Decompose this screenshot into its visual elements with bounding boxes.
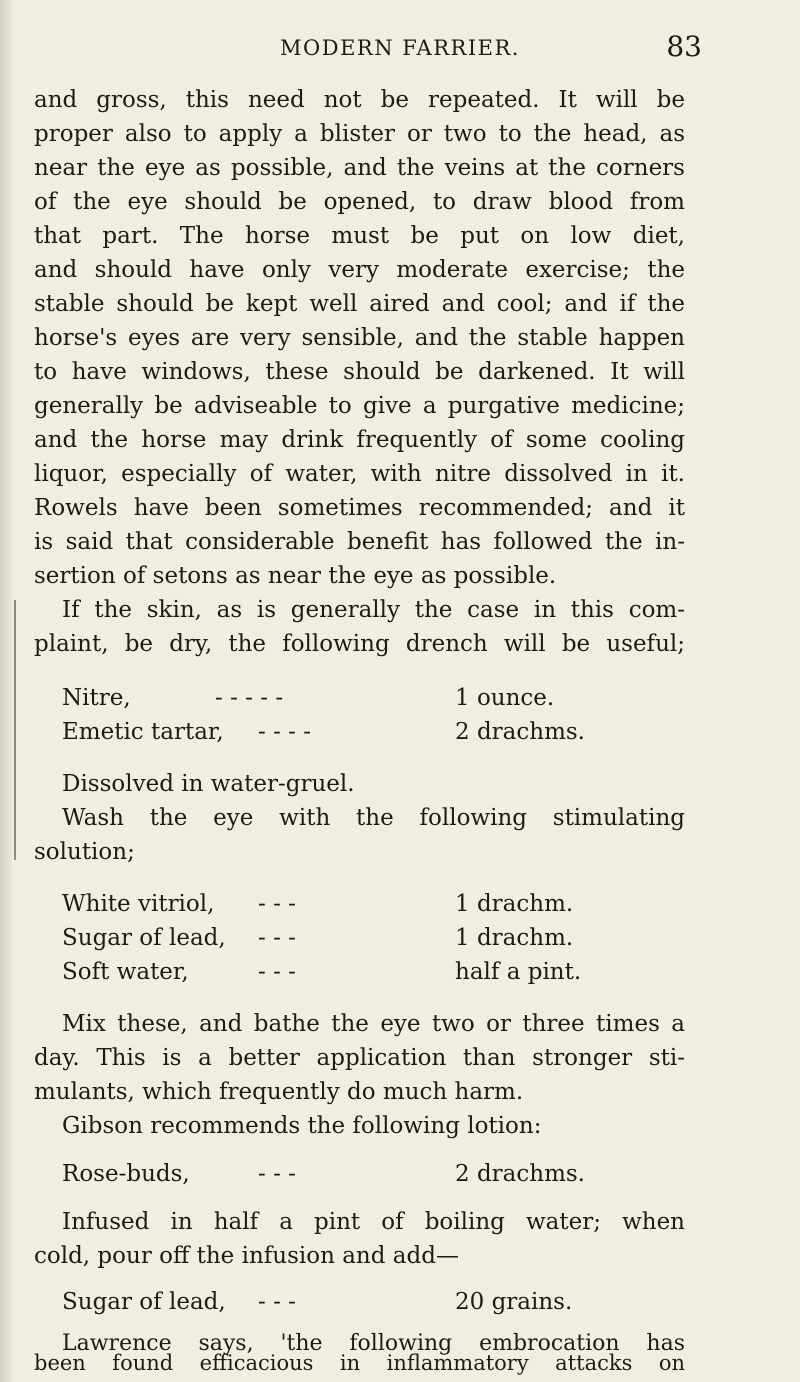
ingredient-dashes: - - - (258, 891, 296, 917)
text-line: plaint, be dry, the following drench will be useful; (34, 631, 685, 657)
text-line: Infused in half a pint of boiling water; when (62, 1209, 685, 1235)
ingredient-name: Sugar of lead, (62, 1289, 226, 1315)
ingredient-dashes: - - - (258, 925, 296, 951)
ingredient-dashes: - - - (258, 1161, 296, 1187)
text-line: sertion of setons as near the eye as possible. (34, 563, 557, 589)
text-line: horse's eyes are very sensible, and the stable happen (34, 325, 685, 351)
ingredient-name: White vitriol, (62, 891, 215, 917)
ingredient-name: Emetic tartar, (62, 719, 224, 745)
running-head: MODERN FARRIER. (280, 36, 520, 60)
text-line: solution; (34, 839, 135, 865)
text-line: and the horse may drink frequently of some cooling (34, 427, 685, 453)
ingredient-quantity: 2 drachms. (455, 719, 585, 745)
text-line: Mix these, and bathe the eye two or three times a (62, 1011, 685, 1037)
text-line: mulants, which frequently do much harm. (34, 1079, 524, 1105)
text-line: to have windows, these should be darkened. It will (34, 359, 685, 385)
ingredient-name: Rose-buds, (62, 1161, 190, 1187)
text-line: of the eye should be opened, to draw blood from (34, 189, 685, 215)
ingredient-quantity: 1 ounce. (455, 685, 555, 711)
ingredient-quantity: half a pint. (455, 959, 582, 985)
ingredient-dashes: - - - - - (215, 685, 284, 711)
text-line: proper also to apply a blister or two to the head, as (34, 121, 685, 147)
ingredient-name: Soft water, (62, 959, 189, 985)
ingredient-name: Nitre, (62, 685, 131, 711)
text-line: is said that considerable benefit has followed the in- (34, 529, 685, 555)
text-line: If the skin, as is generally the case in this com- (62, 597, 685, 623)
text-line: and gross, this need not be repeated. It will be (34, 87, 685, 113)
ingredient-dashes: - - - (258, 959, 296, 985)
text-line: near the eye as possible, and the veins at the corners (34, 155, 685, 181)
ingredient-quantity: 1 drachm. (455, 891, 574, 917)
ingredient-quantity: 2 drachms. (455, 1161, 585, 1187)
text-line: generally be adviseable to give a purgative medicine; (34, 393, 685, 419)
page-number: 83 (666, 30, 702, 63)
text-line: liquor, especially of water, with nitre dissolved in it. (34, 461, 685, 487)
ingredient-quantity: 20 grains. (455, 1289, 573, 1315)
margin-rule (14, 600, 16, 860)
page-binding-edge (0, 0, 12, 1382)
text-line: Lawrence says, 'the following embrocation has (62, 1331, 685, 1356)
ingredient-name: Sugar of lead, (62, 925, 226, 951)
ingredient-dashes: - - - (258, 1289, 296, 1315)
text-line: Dissolved in water-gruel. (62, 771, 355, 797)
text-line: been found efficacious in inflammatory attacks on (34, 1351, 685, 1375)
text-line: that part. The horse must be put on low diet, (34, 223, 685, 249)
ingredient-quantity: 1 drachm. (455, 925, 574, 951)
text-line: Gibson recommends the following lotion: (62, 1113, 542, 1139)
text-line: day. This is a better application than stronger sti- (34, 1045, 685, 1071)
text-line: cold, pour off the infusion and add— (34, 1243, 459, 1269)
ingredient-dashes: - - - - (258, 719, 312, 745)
page-header (0, 30, 800, 70)
text-line: Wash the eye with the following stimulating (62, 805, 685, 831)
text-line: Rowels have been sometimes recommended; and it (34, 495, 685, 521)
text-line: and should have only very moderate exercise; the (34, 257, 685, 283)
text-line: stable should be kept well aired and cool; and if the (34, 291, 685, 317)
